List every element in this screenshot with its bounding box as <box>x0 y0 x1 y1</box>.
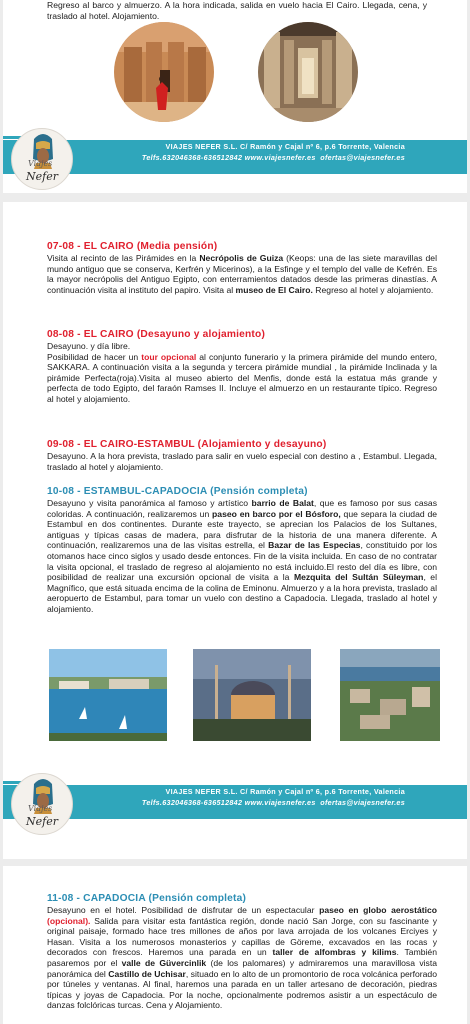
day-title: 10-08 - ESTAMBUL-CAPADOCIA (Pensión completa) <box>47 486 308 497</box>
temple-columns-photo <box>258 22 358 122</box>
day-description: Desayuno. A la hora prevista, traslado para salir en vuelo especial con destino a , Estambul. Llegada, traslado al hotel y alojamiento. <box>47 451 437 472</box>
footer-email[interactable]: ofertas@viajesnefer.es <box>320 153 405 162</box>
day-description: Visita al recinto de las Pirámides en la Necrópolis de Guiza (Keops: una de las siete maravillas del mundo antiguo que se conserva, Kerfrén y Micerinos), a la Esfinge y el templo del valle de Kefrén. Es la mayor necrópolis del Antiguo Egipto, con enterramientos datados desde las primeras dinastías. A continuación visita al instituto del papiro. Visita al museo de El Cairo. Regreso al hotel y alojamiento. <box>47 253 437 295</box>
nefer-logo <box>11 773 73 835</box>
page-3 <box>3 866 467 1024</box>
footer-web[interactable]: www.viajesnefer.es <box>244 153 316 162</box>
day-title: 07-08 - EL CAIRO (Media pensión) <box>47 241 218 252</box>
logo-brand-top: Viajes <box>28 804 53 813</box>
abu-simbel-photo <box>114 22 214 122</box>
logo-brand-bottom: Nefer <box>26 815 58 828</box>
aerial-city-photo <box>340 649 440 741</box>
logo-brand-bottom: Nefer <box>26 170 58 183</box>
day-intro: Desayuno. y día libre. <box>47 341 131 351</box>
day-07-08 <box>47 241 437 295</box>
day-10-08 <box>47 486 437 615</box>
footer-web[interactable]: www.viajesnefer.es <box>244 798 316 807</box>
logo-brand-top: Viajes <box>28 159 53 168</box>
day-11-08 <box>47 893 437 1011</box>
day-08-08 <box>47 329 437 405</box>
page-2 <box>3 202 467 859</box>
footer-company: VIAJES NEFER S.L. C/ Ramón y Cajal nº 6, p.6 Torrente, Valencia <box>165 142 405 151</box>
page-footer <box>3 128 467 184</box>
blue-mosque-photo <box>193 649 311 741</box>
page-footer <box>3 773 467 829</box>
day-description: Desayuno y visita panorámica al famoso y artístico barrio de Balat, que es famoso por sus casas coloridas. A continuación, realizaremos un paseo en barco por el Bósforo, que separa la ciudad de Estambul en dos continentes. Durante este trayecto, se aprecian los Palacios de los Sultanes, antiguas y típicas casas de madera, para disfrutar de la historia de una manera diferente. A continuación, realizaremos una de las visitas estrella, el Bazar de las Especias, constituido por los otomanos hace cinco siglos y usado desde entonces. Fin de la visita incluida. En caso de no contratar la visita opcional, el traslado de regreso al alojamiento no está incluido.El resto del día es libre, con posibilidad de realizar una excursión opcional de visita a la Mezquita del Sultán Süleyman, el Magnífico, que está situada encima de la colina de Eminonu. Almuerzo y a la hora prevista, traslado al aeropuerto de Estambul, para tomar un vuelo con destino a Capadocia. Llegada, traslado al hotel y alojamiento. <box>47 498 437 614</box>
footer-contact <box>142 786 405 808</box>
page-1 <box>3 0 467 193</box>
day-description: Posibilidad de hacer un tour opcional al conjunto funerario y la primera pirámide del mundo entero, SAKKARA. A continuación visita a la segunda y tercera pirámide mundial , la pirámide Inclinada y la pirámide Perfecta(roja).Visita al museo abierto del Menfis, donde está la estatua más grande y perfecta de todo Egipto, del faraón Ramses II. Incluye el almuerzo en un restaurante típico. Regreso al hotel y alojamiento. <box>47 351 437 404</box>
nefer-logo <box>11 128 73 190</box>
day-09-08 <box>47 439 437 472</box>
footer-company: VIAJES NEFER S.L. C/ Ramón y Cajal nº 6, p.6 Torrente, Valencia <box>165 787 405 796</box>
day-description: Desayuno en el hotel. Posibilidad de disfrutar de un espectacular paseo en globo aerostático (opcional). Salida para visitar esta fantástica región, donde nació San Jorge, con su fascinante y original paisaje, formado hace tres millones de años por lava arrojada de los volcanes Erciyes y Hasan. Visita a los numerosos monasterios y capillas de Göreme, excavados en las rocas y decorados con frescos. Haremos una parada en un taller de alfombras y kilims. También pasaremos por el valle de Güvercinlik (de los palomares) y admiraremos una maravillosa vista panorámica del Castillo de Uchisar, situado en lo alto de un promontorio de roca volcánica perforado por túneles y ventanas. Al final, haremos una parada en un taller artesano de decoración, piedras típicas y joyas de Capadocia. Por la noche, opcionalmente podremos asistir a un espectáculo de danzas folclóricas turcas. Cena y Alojamiento. <box>47 905 438 1011</box>
day-title: 09-08 - EL CAIRO-ESTAMBUL (Alojamiento y desayuno) <box>47 439 327 450</box>
footer-phones[interactable]: Telfs.632046368-636512842 <box>141 153 243 162</box>
footer-phones[interactable]: Telfs.632046368-636512842 <box>141 798 243 807</box>
footer-contact <box>142 141 405 163</box>
day-title: 08-08 - EL CAIRO (Desayuno y alojamiento) <box>47 329 266 340</box>
intro-text: Regreso al barco y almuerzo. A la hora indicada, salida en vuelo hacia El Cairo. Llegada, cena, y traslado al hotel. Alojamiento. <box>47 0 427 21</box>
day-title: 11-08 - CAPADOCIA (Pensión completa) <box>47 893 247 904</box>
footer-email[interactable]: ofertas@viajesnefer.es <box>320 798 405 807</box>
bosphorus-photo <box>49 649 167 741</box>
